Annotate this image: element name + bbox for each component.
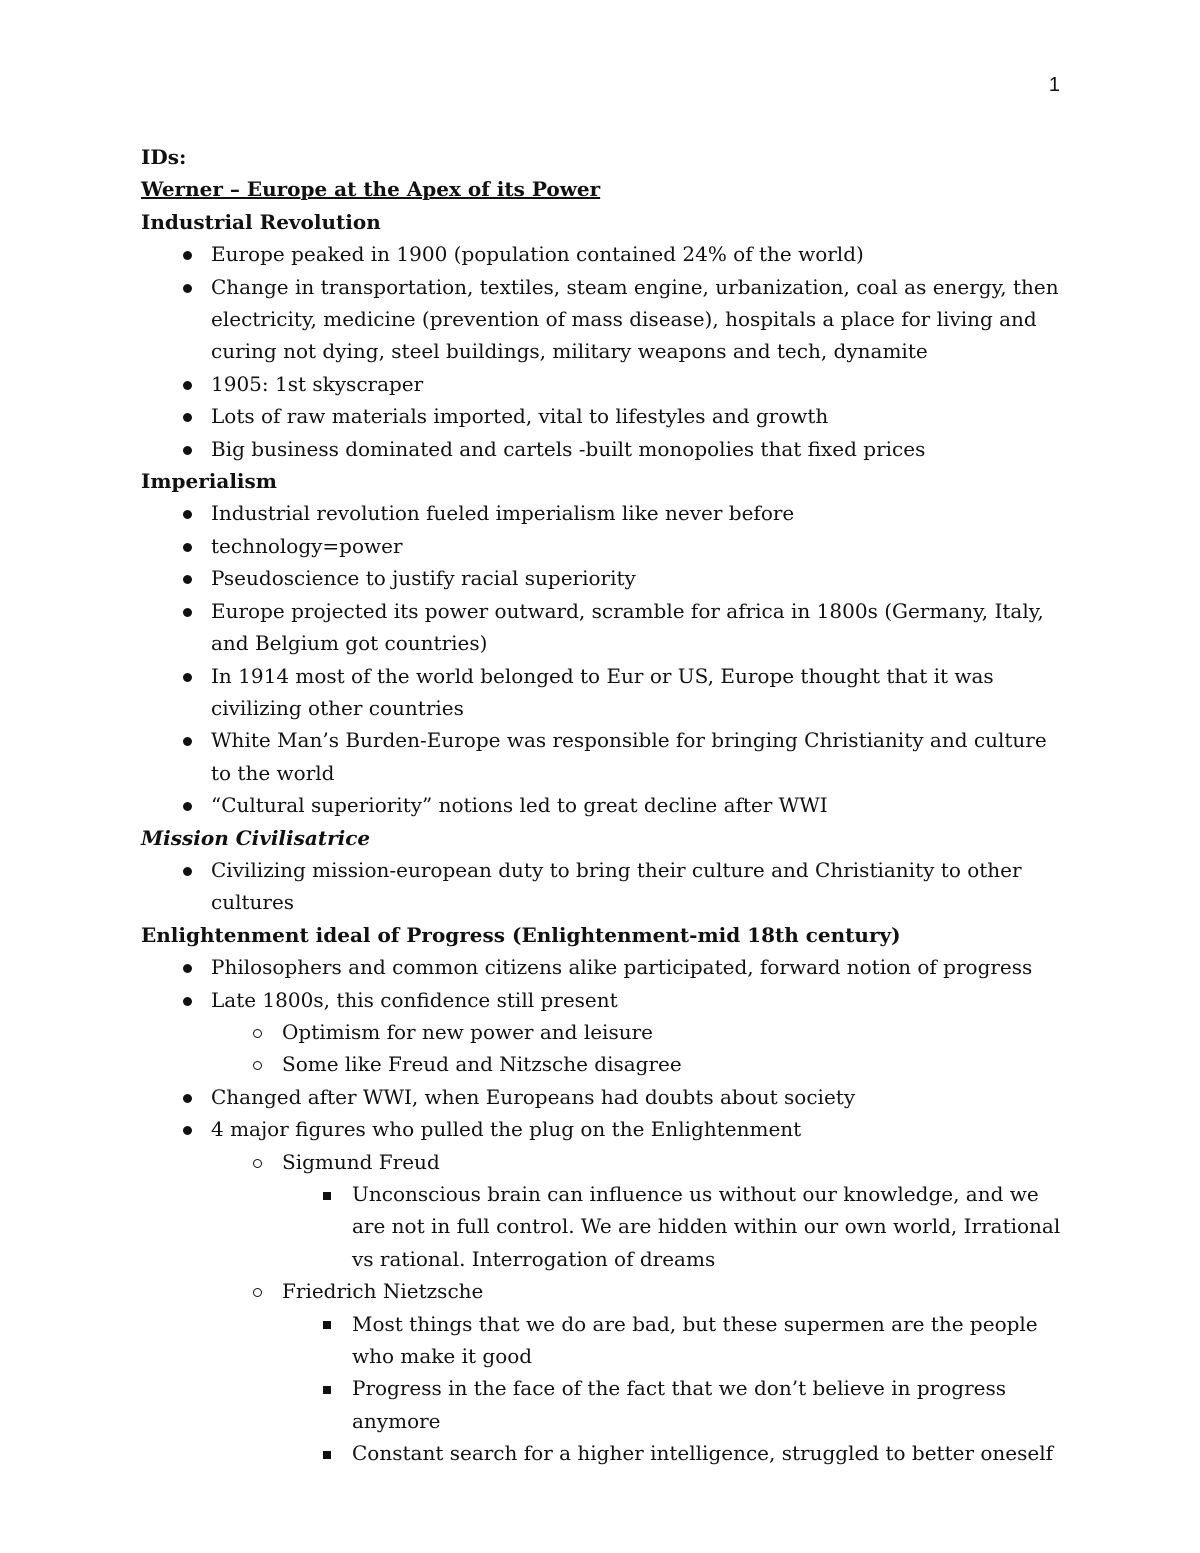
list-item: Change in transportation, textiles, steam engine, urbanization, coal as energy, then electricity, medicine (prevention of mass disease), hospitals a place for living and curing not dying, steel buildings, military weapons and tech, dynamite <box>141 271 1061 368</box>
bullet-ring-icon <box>247 1048 267 1080</box>
bullet-dot-icon <box>177 1113 197 1145</box>
list-item: 1905: 1st skyscraper <box>141 368 1061 400</box>
bullet-dot-icon <box>177 854 197 886</box>
document-title: Werner – Europe at the Apex of its Power <box>141 177 601 202</box>
list-item: Philosophers and common citizens alike participated, forward notion of progress <box>141 951 1061 983</box>
document-body <box>141 141 1061 1470</box>
bullet-dot-icon <box>177 724 197 756</box>
bullet-dot-icon <box>177 271 197 303</box>
bullet-dot-icon <box>177 595 197 627</box>
bullet-square-icon <box>317 1372 337 1404</box>
section-heading-industrial: Industrial Revolution <box>141 209 381 234</box>
list-item: Most things that we do are bad, but these supermen are the people who make it good <box>141 1308 1061 1373</box>
list-item: White Man’s Burden-Europe was responsible for bringing Christianity and culture to the world <box>141 724 1061 789</box>
figures-sublist <box>141 1146 1061 1178</box>
bullet-dot-icon <box>177 789 197 821</box>
section-heading-imperialism: Imperialism <box>141 469 277 494</box>
page-number: 1 <box>1048 74 1060 96</box>
list-item: Constant search for a higher intelligence, struggled to better oneself <box>141 1437 1061 1469</box>
bullet-ring-icon <box>247 1146 267 1178</box>
list-item: Unconscious brain can influence us without our knowledge, and we are not in full control. We are hidden within our own world, Irrational vs rational. Interrogation of dreams <box>141 1178 1061 1275</box>
section-heading-mission: Mission Civilisatrice <box>141 825 371 850</box>
freud-points <box>141 1178 1061 1275</box>
bullet-dot-icon <box>177 660 197 692</box>
confidence-sublist <box>141 1016 1061 1081</box>
list-item: Changed after WWI, when Europeans had doubts about society <box>141 1081 1061 1113</box>
imperialism-list <box>141 497 1061 821</box>
section-heading-enlightenment: Enlightenment ideal of Progress (Enlightenment-mid 18th century) <box>141 922 901 947</box>
list-item: “Cultural superiority” notions led to great decline after WWI <box>141 789 1061 821</box>
list-item: Friedrich Nietzsche <box>141 1275 1061 1307</box>
bullet-dot-icon <box>177 984 197 1016</box>
bullet-dot-icon <box>177 562 197 594</box>
list-item: Europe peaked in 1900 (population contained 24% of the world) <box>141 238 1061 270</box>
list-item: Big business dominated and cartels -built monopolies that fixed prices <box>141 433 1061 465</box>
list-item: technology=power <box>141 530 1061 562</box>
bullet-square-icon <box>317 1178 337 1210</box>
bullet-dot-icon <box>177 530 197 562</box>
list-item: Industrial revolution fueled imperialism like never before <box>141 497 1061 529</box>
bullet-dot-icon <box>177 400 197 432</box>
industrial-list <box>141 238 1061 465</box>
bullet-dot-icon <box>177 951 197 983</box>
enlightenment-list <box>141 951 1061 1016</box>
list-item: Pseudoscience to justify racial superiority <box>141 562 1061 594</box>
list-item: Progress in the face of the fact that we don’t believe in progress anymore <box>141 1372 1061 1437</box>
bullet-square-icon <box>317 1308 337 1340</box>
figures-sublist-cont <box>141 1275 1061 1307</box>
list-item: 4 major figures who pulled the plug on the Enlightenment <box>141 1113 1061 1145</box>
bullet-dot-icon <box>177 1081 197 1113</box>
bullet-dot-icon <box>177 238 197 270</box>
list-item: Optimism for new power and leisure <box>141 1016 1061 1048</box>
bullet-ring-icon <box>247 1016 267 1048</box>
bullet-dot-icon <box>177 368 197 400</box>
list-item: Europe projected its power outward, scramble for africa in 1800s (Germany, Italy, and Belgium got countries) <box>141 595 1061 660</box>
bullet-ring-icon <box>247 1275 267 1307</box>
list-item: Sigmund Freud <box>141 1146 1061 1178</box>
bullet-dot-icon <box>177 433 197 465</box>
nietzsche-points <box>141 1308 1061 1470</box>
bullet-dot-icon <box>177 497 197 529</box>
list-item: Some like Freud and Nitzsche disagree <box>141 1048 1061 1080</box>
ids-label: IDs: <box>141 145 187 169</box>
list-item: Late 1800s, this confidence still present <box>141 984 1061 1016</box>
list-item: Lots of raw materials imported, vital to lifestyles and growth <box>141 400 1061 432</box>
bullet-square-icon <box>317 1437 337 1469</box>
enlightenment-list-cont <box>141 1081 1061 1146</box>
mission-list <box>141 854 1061 919</box>
list-item: In 1914 most of the world belonged to Eur or US, Europe thought that it was civilizing other countries <box>141 660 1061 725</box>
list-item: Civilizing mission-european duty to bring their culture and Christianity to other cultures <box>141 854 1061 919</box>
